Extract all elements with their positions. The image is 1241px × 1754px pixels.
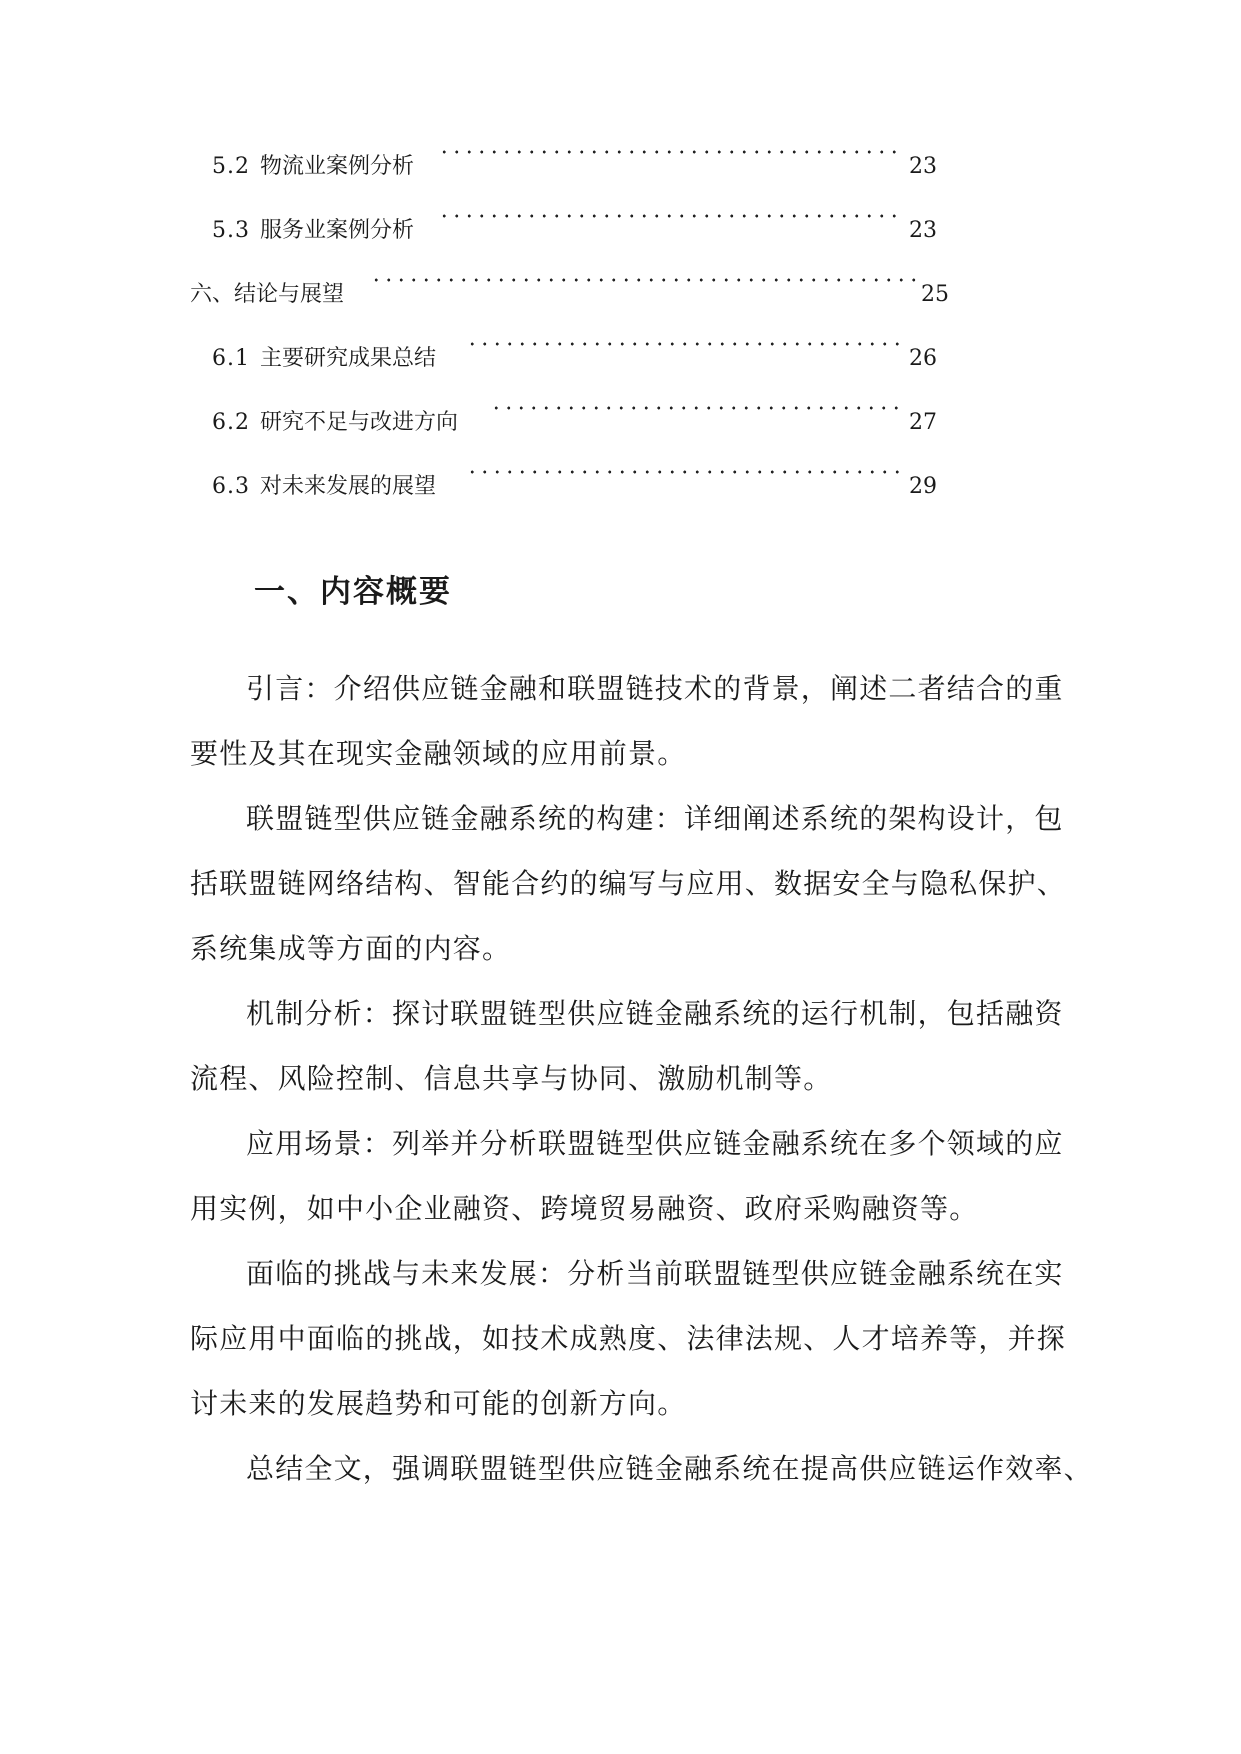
toc-entry[interactable]	[212, 406, 922, 440]
toc-entry-title: 研究不足与改进方向	[260, 410, 459, 435]
paragraph-line: 机制分析：探讨联盟链型供应链金融系统的运行机制，包括融资	[246, 997, 1064, 1030]
toc-leader-dots	[490, 406, 904, 410]
toc-entry-title: 对未来发展的展望	[260, 474, 437, 499]
paragraph-summary	[190, 1436, 1093, 1501]
toc-page-number: 26	[909, 346, 937, 371]
paragraph-line: 要性及其在现实金融领域的应用前景。	[190, 737, 687, 770]
section-heading: 一、内容概要	[254, 574, 452, 610]
toc-page-number: 23	[909, 218, 937, 243]
paragraph-application-scenarios	[190, 1111, 1080, 1241]
toc-leader-dots	[466, 342, 904, 346]
toc-entry[interactable]	[212, 342, 922, 376]
toc-page-number: 25	[921, 282, 949, 307]
paragraph-line: 总结全文，强调联盟链型供应链金融系统在提高供应链运作效率、	[246, 1452, 1093, 1485]
toc-entry-title: 六、结论与展望	[190, 282, 345, 307]
paragraph-line: 流程、风险控制、信息共享与协同、激励机制等。	[190, 1062, 833, 1095]
toc-entry[interactable]	[212, 214, 922, 248]
toc-entry-title: 主要研究成果总结	[260, 346, 437, 371]
paragraph-line: 应用场景：列举并分析联盟链型供应链金融系统在多个领域的应	[246, 1127, 1064, 1160]
toc-entry-number: 5.2	[212, 154, 250, 179]
toc-entry[interactable]	[212, 470, 922, 504]
paragraph-line: 引言：介绍供应链金融和联盟链技术的背景，阐述二者结合的重	[246, 672, 1064, 705]
toc-entry[interactable]	[212, 150, 922, 184]
toc-leader-dots	[466, 470, 904, 474]
paragraph-introduction	[190, 656, 1080, 786]
toc-entry-number: 6.2	[212, 410, 250, 435]
toc-entry-number: 6.1	[212, 346, 250, 371]
paragraph-line: 系统集成等方面的内容。	[190, 932, 512, 965]
toc-page-number: 29	[909, 474, 937, 499]
paragraph-system-construction	[190, 786, 1080, 981]
paragraph-line: 括联盟链网络结构、智能合约的编写与应用、数据安全与隐私保护、	[190, 867, 1067, 900]
paragraph-line: 讨未来的发展趋势和可能的创新方向。	[190, 1387, 687, 1420]
toc-leader-dots	[370, 278, 916, 282]
paragraph-line: 联盟链型供应链金融系统的构建：详细阐述系统的架构设计，包	[246, 802, 1064, 835]
paragraph-mechanism-analysis	[190, 981, 1080, 1111]
paragraph-line: 面临的挑战与未来发展：分析当前联盟链型供应链金融系统在实	[246, 1257, 1064, 1290]
paragraph-line: 用实例，如中小企业融资、跨境贸易融资、政府采购融资等。	[190, 1192, 979, 1225]
toc-entry-title: 物流业案例分析	[260, 154, 415, 179]
toc-page-number: 23	[909, 154, 937, 179]
paragraph-line: 际应用中面临的挑战，如技术成熟度、法律法规、人才培养等，并探	[190, 1322, 1067, 1355]
toc-page-number: 27	[909, 410, 937, 435]
toc-entry-title: 服务业案例分析	[260, 218, 415, 243]
toc-entry-number: 6.3	[212, 474, 250, 499]
paragraph-challenges	[190, 1241, 1080, 1436]
toc-entry[interactable]	[190, 278, 910, 312]
toc-entry-number: 5.3	[212, 218, 250, 243]
toc-leader-dots	[438, 214, 904, 218]
toc-leader-dots	[438, 150, 904, 154]
